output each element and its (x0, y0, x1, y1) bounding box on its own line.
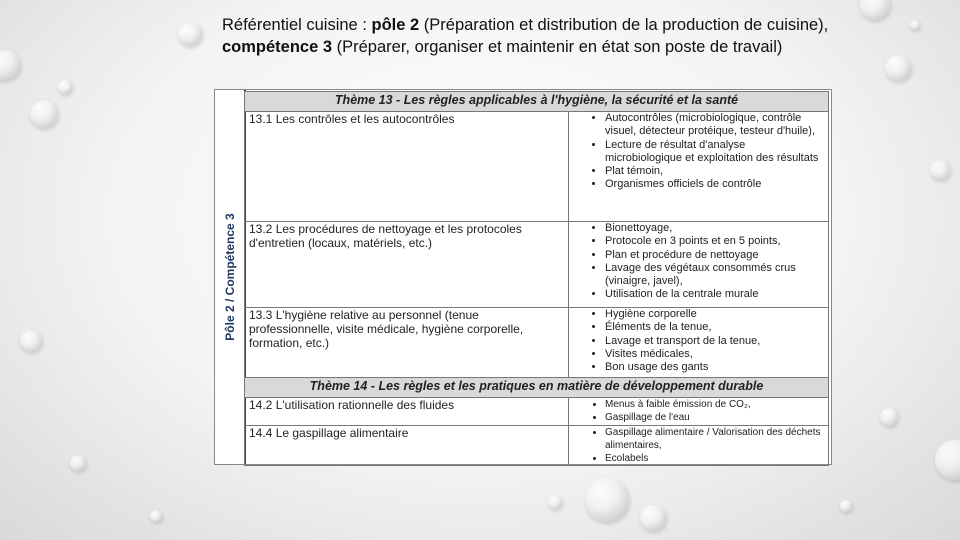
header-prefix: Référentiel cuisine : (222, 16, 372, 34)
theme-13-header (245, 92, 829, 112)
items-13-1 (569, 112, 829, 222)
list-item: • Lecture de résultat d'analyse microbiologique et exploitation des résultats (605, 139, 824, 166)
list-item: • Plat témoin, (605, 165, 824, 178)
items-13-2 (569, 222, 829, 308)
list-item: • Bon usage des gants (605, 361, 824, 374)
side-label: Pôle 2 / Compétence 3 (222, 213, 237, 341)
droplet-decoration (20, 330, 42, 352)
theme-14-title: Thème 14 - Les règles et les pratiques en matière de développement durable (245, 378, 829, 398)
table-row (245, 112, 829, 222)
droplet-decoration (885, 55, 911, 81)
table-row (245, 222, 829, 308)
side-label-bar (215, 90, 246, 464)
list-item: • Gaspillage alimentaire / Valorisation des déchets alimentaires, (605, 426, 824, 452)
list-item: • Visites médicales, (605, 348, 824, 361)
topic-14-2: 14.2 L'utilisation rationnelle des fluides (245, 398, 569, 426)
droplet-decoration (70, 455, 86, 471)
items-14-4 (569, 426, 829, 466)
droplet-decoration (910, 20, 920, 30)
droplet-decoration (935, 440, 960, 480)
droplet-decoration (860, 0, 890, 20)
list-item: • Bionettoyage, (605, 222, 824, 235)
topic-13-1: 13.1 Les contrôles et les autocontrôles (245, 112, 569, 222)
droplet-decoration (0, 50, 20, 80)
list-item: • Menus à faible émission de CO₂, (605, 398, 824, 411)
list-item: • Utilisation de la centrale murale (605, 288, 824, 301)
list-item: • Gaspillage de l'eau (605, 411, 824, 424)
list-item: • Éléments de la tenue, (605, 321, 824, 334)
table-row (245, 398, 829, 426)
droplet-decoration (30, 100, 58, 128)
header-competence: compétence 3 (222, 38, 333, 56)
items-13-3 (569, 308, 829, 378)
list-item: • Hygiène corporelle (605, 308, 824, 321)
header-pole-desc: (Préparation et distribution de la production de cuisine), (419, 16, 829, 34)
theme-13-title: Thème 13 - Les règles applicables à l'hygiène, la sécurité et la santé (245, 92, 829, 112)
droplet-decoration (930, 160, 950, 180)
header-pole: pôle 2 (371, 16, 420, 34)
droplet-decoration (585, 478, 629, 522)
table-row (245, 308, 829, 378)
droplet-decoration (880, 408, 898, 426)
list-item: • Lavage des végétaux consommés crus (vinaigre, javel), (605, 262, 824, 289)
topic-14-4: 14.4 Le gaspillage alimentaire (245, 426, 569, 466)
droplet-decoration (640, 505, 666, 531)
list-item: • Plan et procédure de nettoyage (605, 249, 824, 262)
document-excerpt (214, 89, 832, 465)
droplet-decoration (150, 510, 162, 522)
items-14-2 (569, 398, 829, 426)
droplet-decoration (58, 80, 72, 94)
list-item: • Ecolabels (605, 452, 824, 465)
list-item: • Lavage et transport de la tenue, (605, 335, 824, 348)
header-competence-desc: (Préparer, organiser et maintenir en état son poste de travail) (332, 38, 783, 56)
topic-13-3: 13.3 L'hygiène relative au personnel (tenue professionnelle, visite médicale, hygiène corporelle, formation, etc.) (245, 308, 569, 378)
list-item: • Protocole en 3 points et en 5 points, (605, 235, 824, 248)
theme-14-header (245, 378, 829, 398)
droplet-decoration (178, 22, 202, 46)
topic-13-2: 13.2 Les procédures de nettoyage et les protocoles d'entretien (locaux, matériels, etc.) (245, 222, 569, 308)
droplet-decoration (548, 495, 562, 509)
competence-table (244, 91, 829, 466)
table-row (245, 426, 829, 466)
list-item: • Organismes officiels de contrôle (605, 178, 824, 191)
list-item: • Autocontrôles (microbiologique, contrôle visuel, détecteur protéique, testeur d'huile), (605, 112, 824, 139)
droplet-decoration (840, 500, 852, 512)
slide-header (222, 14, 862, 58)
